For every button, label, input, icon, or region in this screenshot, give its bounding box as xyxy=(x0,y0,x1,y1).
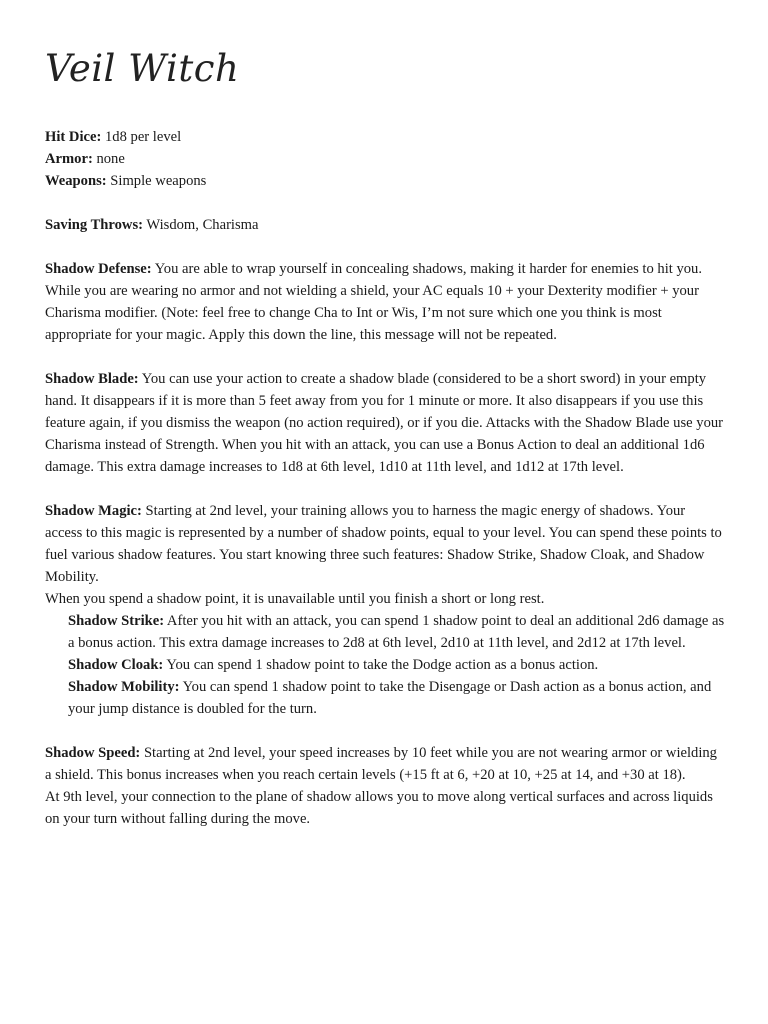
shadow-strike-text: After you hit with an attack, you can spend 1 shadow point to deal an additional 2d6 damage as a bonus action. This extra damage increases to 2d8 at 6th level, 2d10 at 11th level, and 2d12 at 17th level. xyxy=(68,613,725,651)
shadow-blade-text: You can use your action to create a shadow blade (considered to be a short sword) in your empty hand. It disappears if it is more than 5 feet away from you for 1 minute or more. It also disappears if you use this feature again, if you dismiss the weapon (no action required), or if you die. Attacks with the Shadow Blade use your Charisma instead of Strength. When you hit with an attack, you can use a Bonus Action to deal an additional 1d6 damage. This extra damage increases to 1d8 at 6th level, 1d10 at 11th level, and 1d12 at 17th level. xyxy=(45,371,724,475)
weapons-line xyxy=(45,170,725,192)
shadow-defense-text: You are able to wrap yourself in concealing shadows, making it harder for enemies to hit you. While you are wearing no armor and not wielding a shield, your AC equals 10 + your Dexterity modifier + your Charisma modifier. (Note: feel free to change Cha to Int or Wis, I’m not sure which one you think is most appropriate for your magic. Apply this down the line, this message will not be repeated. xyxy=(45,261,702,343)
weapons-value: Simple weapons xyxy=(106,173,207,189)
document-page xyxy=(45,46,725,830)
saving-throws-line xyxy=(45,214,725,236)
shadow-speed-text: Starting at 2nd level, your speed increases by 10 feet while you are not wearing armor or wielding a shield. This bonus increases when you reach certain levels (+15 ft at 6, +20 at 10, +25 at 14, and +30 at 18). xyxy=(45,745,717,783)
saving-throws-label: Saving Throws: xyxy=(45,217,144,233)
shadow-magic-paragraph xyxy=(45,500,725,588)
shadow-point-rest-text: When you spend a shadow point, it is unavailable until you finish a short or long rest. xyxy=(45,591,545,607)
shadow-speed-ninth-level-text: At 9th level, your connection to the plane of shadow allows you to move along vertical surfaces and across liquids on your turn without falling during the move. xyxy=(45,789,713,827)
shadow-mobility-text: You can spend 1 shadow point to take the Disengage or Dash action as a bonus action, and your jump distance is doubled for the turn. xyxy=(68,679,712,717)
shadow-cloak-paragraph xyxy=(45,654,725,676)
hit-dice-label: Hit Dice: xyxy=(45,129,102,145)
hit-dice-line xyxy=(45,126,725,148)
hit-dice-value: 1d8 per level xyxy=(101,129,182,145)
shadow-mobility-paragraph xyxy=(45,676,725,720)
shadow-blade-label: Shadow Blade: xyxy=(45,371,139,387)
shadow-magic-label: Shadow Magic: xyxy=(45,503,142,519)
armor-label: Armor: xyxy=(45,151,93,167)
shadow-defense-paragraph xyxy=(45,258,725,346)
shadow-defense-label: Shadow Defense: xyxy=(45,261,152,277)
shadow-cloak-text: You can spend 1 shadow point to take the Dodge action as a bonus action. xyxy=(163,657,599,673)
armor-value: none xyxy=(92,151,125,167)
saving-throws-value: Wisdom, Charisma xyxy=(143,217,259,233)
weapons-label: Weapons: xyxy=(45,173,107,189)
shadow-strike-paragraph xyxy=(45,610,725,654)
shadow-speed-label: Shadow Speed: xyxy=(45,745,141,761)
shadow-magic-text: Starting at 2nd level, your training allows you to harness the magic energy of shadows. Your access to this magic is represented by a number of shadow points, equal to your level. You can spend these points to fuel various shadow features. You start knowing three such features: Shadow Strike, Shadow Cloak, and Shadow Mobility. xyxy=(45,503,722,585)
page-title: Veil Witch xyxy=(45,47,240,90)
shadow-mobility-label: Shadow Mobility: xyxy=(68,679,180,695)
shadow-blade-paragraph xyxy=(45,368,725,478)
shadow-strike-label: Shadow Strike: xyxy=(68,613,165,629)
armor-line xyxy=(45,148,725,170)
shadow-speed-paragraph xyxy=(45,742,725,786)
shadow-cloak-label: Shadow Cloak: xyxy=(68,657,164,673)
